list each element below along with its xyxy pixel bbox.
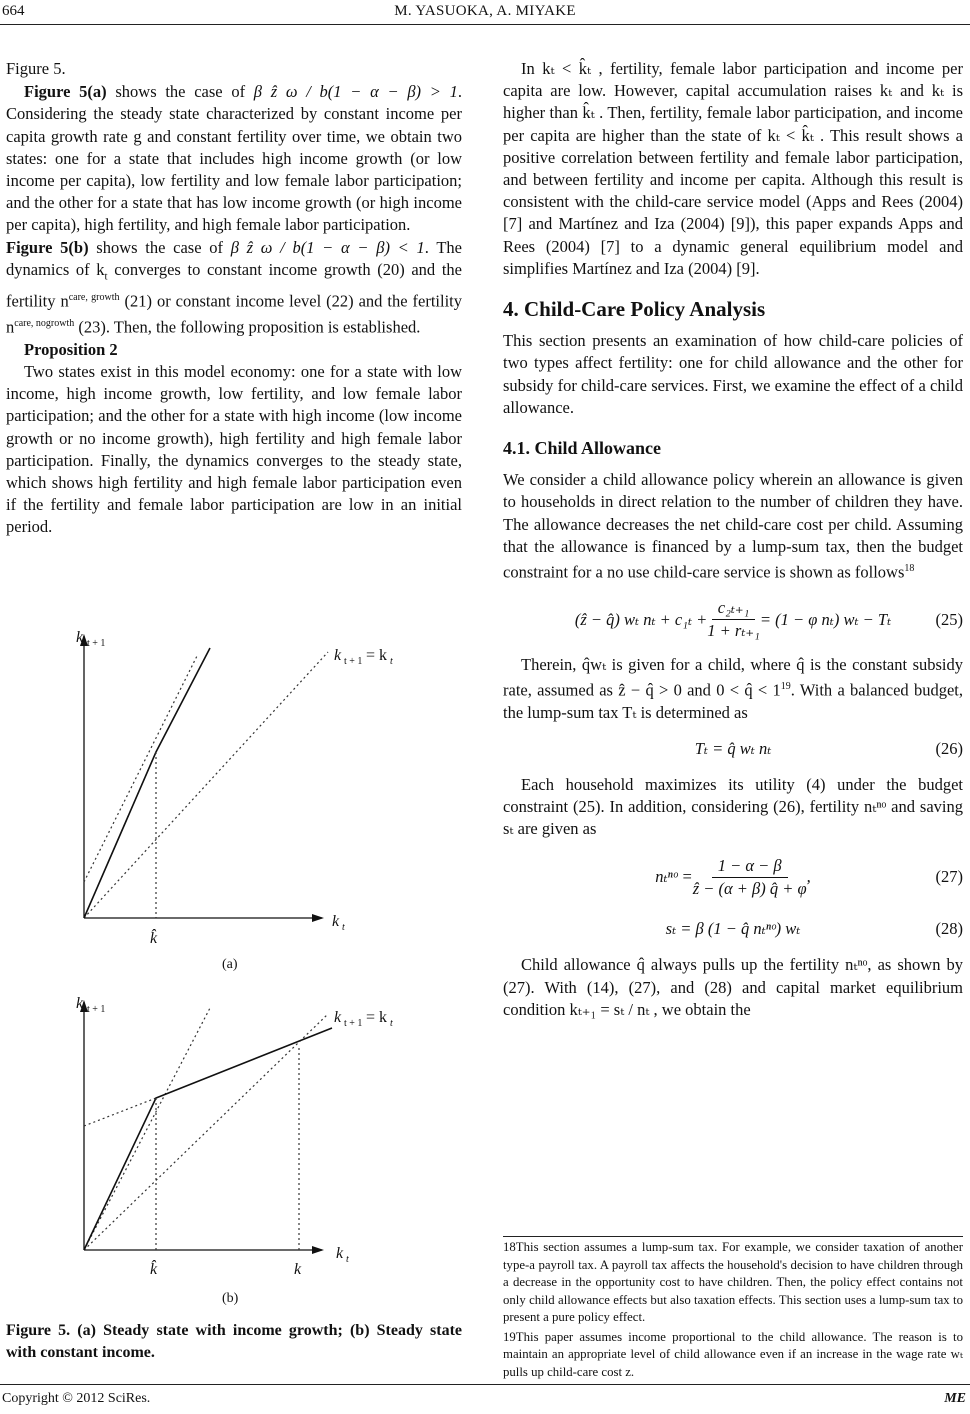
k-hat-label: k̂ xyxy=(150,1261,158,1278)
paragraph-child-allowance: Child allowance q̂ always pulls up the fertility nₜⁿᵒ, as shown by (27). With (14), (27), and (28) and capital market equilibrium condition kₜ₊₁ = sₜ / nₜ , we obtain the xyxy=(503,955,963,1019)
panel-label-b: (b) xyxy=(222,1291,239,1306)
k-label: k xyxy=(294,1261,302,1278)
equation-27: nₜⁿᵒ = $\frac{1 - \alpha - \beta}{\text{ẑ − (α + β) q̂ + φ}}$ , (27) xyxy=(655,855,963,898)
svg-text:t: t xyxy=(390,1018,393,1029)
x-axis-label: k xyxy=(332,913,340,930)
svg-text:t + 1: t + 1 xyxy=(87,1004,106,1015)
footnotes xyxy=(503,1239,963,1381)
figure-caption: Figure 5. (a) Steady state with income growth; (b) Steady state with constant income. xyxy=(6,1322,462,1361)
section-4-1-heading: 4.1. Child Allowance xyxy=(503,438,662,459)
proposition-text: Two states exist in this model economy: one for a state with low income, high income growth, low fertility, and low female labor participation; and the other for a state with high income (low income growth or no income growth), high fertility and high female labor participation. Finally, the dynamics converges to the steady state, which shows high fertility and high female labor participation even if the fertility and female labor participation are low in an initial period. xyxy=(6,361,462,537)
y-axis-label: k xyxy=(76,995,84,1012)
footnote-rule xyxy=(503,1236,963,1237)
section-4-text: This section presents an examination of how child-care policies of two types affect fertility: one for child allowance and the other for subsidy for child-care services. First, we examine the effect of a child allowance. xyxy=(503,331,963,417)
svg-text:t + 1: t + 1 xyxy=(344,656,363,667)
paragraph-fig5b: Figure 5(b) shows the case of β ẑ ω / b(1 − α − β) < 1. The dynamics of $k_t$ converges to constant income growth (20) and the fertility $n^{care, growth}$ (21) or constant income level (22) and the fertility $n^{care, nogrowth}$ (23). Then, the following proposition is established. xyxy=(6,237,463,337)
x-axis-label: k xyxy=(336,1245,344,1262)
x-axis-arrow xyxy=(312,914,324,922)
copyright: Copyright © 2012 SciRes. xyxy=(2,1391,151,1406)
journal-abbrev: ME xyxy=(944,1391,966,1406)
footnote-18: 18This section assumes a lump-sum tax. For example, we consider taxation of another type-a payroll tax. A payroll tax affects the household's decision to have children through a decrease in the opportunity cost to have children. Then, the policy effect contains not only child allowance effects but also taxation effects. This section uses a lump-sum tax to present a pure policy effect. xyxy=(503,1240,963,1324)
svg-text:t: t xyxy=(346,1254,349,1265)
figure-ref: Figure 5. xyxy=(6,59,66,78)
section-4-1-text: We consider a child allowance policy wherein an allowance is given to households in direct relation to the number of children they have. The allowance decreases the net child-care cost per child. Assuming that the allowance is financed by a lump-sum tax, then the budget constraint for a no use child-care service is shown as follows$^{18}$ xyxy=(503,470,963,582)
diagonal-label: k xyxy=(334,647,342,664)
condition-fig5a: β ẑ ω / b(1 − α − β) > 1 xyxy=(253,82,458,102)
header-rule xyxy=(0,24,970,25)
left-column xyxy=(6,58,462,539)
proposition-title: Proposition 2 xyxy=(24,339,118,359)
diagonal-line xyxy=(84,1014,328,1250)
dotted-line-steep xyxy=(84,1008,210,1250)
k-hat-label: k̂ xyxy=(150,930,158,947)
svg-text:= k: = k xyxy=(366,647,388,664)
diagonal-line xyxy=(84,652,328,918)
equation-26: Tₜ = q̂ wₜ nₜ (26) xyxy=(694,738,963,758)
dynamics-curve xyxy=(84,648,210,918)
page-number: 664 xyxy=(2,3,25,19)
figure-5b xyxy=(60,986,440,1318)
x-axis-arrow xyxy=(312,1246,324,1254)
paragraph-fig5a: Figure 5(a) shows the case of β ẑ ω / b(1 − α − β) > 1. Considering the steady state characterized by constant income per capita growth rate g and constant fertility over time, we obtain two states: one for a state that includes high income growth (or low income per capita), low fertility and low female labor participation; and the other for a state that has low income growth (or high income per capita), high fertility, and high female labor participation. xyxy=(6,82,462,235)
svg-text:t: t xyxy=(342,922,345,933)
svg-text:= k: = k xyxy=(366,1009,388,1026)
svg-text:t + 1: t + 1 xyxy=(344,1018,363,1029)
figure-5a xyxy=(60,620,440,980)
paragraph-therein: Therein, q̂wₜ is given for a child, where q̂ is the constant subsidy rate, assumed as ẑ − q̂ > 0 and 0 < q̂ < $1^{19}$. With a balanced budget, the lump-sum tax Tₜ is determined as xyxy=(503,654,963,722)
equation-25: (ẑ − q̂) wₜ nₜ + c₁ₜ + $\frac{\text{c₂ₜ₊₁}}{\text{1 + rₜ₊₁}}$ = (1 − φ nₜ) wₜ − Tₜ (25) xyxy=(574,598,963,641)
page-header xyxy=(0,0,970,26)
diagonal-label: k xyxy=(334,1009,342,1026)
y-axis-label: k xyxy=(76,629,84,646)
dotted-line-upper xyxy=(84,654,198,882)
paragraph-each-household: Each household maximizes its utility (4) under the budget constraint (25). In addition, considering (26), fertility nₜⁿᵒ and saving sₜ are given as xyxy=(503,774,963,839)
running-title: M. YASUOKA, A. MIYAKE xyxy=(394,3,576,19)
paragraph-correlation: In kₜ < k̂ₜ , fertility, female labor participation and income per capita are low. However, capital accumulation raises kₜ and kₜ is higher than k̂ₜ . Then, fertility, female labor participation, and income per capita are higher than the state of kₜ < k̂ₜ . This result shows a positive correlation between fertility and female labor participation, and between fertility and income per capita. Although this result is consistent with the child-care service model (Apps and Rees (2004) [7] and Martínez and Iza (2004) [9]), this paper expands Apps and Rees (2004) [7] to a dynamic general equilibrium model and simplifies Martínez and Iza (2004) [9]. xyxy=(503,59,963,278)
footnote-19: 19This paper assumes income proportional to the child allowance. The reason is to maintain an appropriate level of child allowance even if an increase in the wage rate wₜ pulls up child-care cost z. xyxy=(503,1329,963,1379)
panel-label-a: (a) xyxy=(222,957,238,972)
condition-fig5b: β ẑ ω / b(1 − α − β) < 1 xyxy=(230,237,425,257)
page-footer xyxy=(0,1384,970,1406)
section-4-heading: 4. Child-Care Policy Analysis xyxy=(503,297,766,322)
equation-28: sₜ = β (1 − q̂ nₜⁿᵒ) wₜ (28) xyxy=(665,919,963,939)
svg-text:t: t xyxy=(390,656,393,667)
right-column xyxy=(503,58,963,1021)
svg-text:t + 1: t + 1 xyxy=(87,638,106,649)
dynamics-curve xyxy=(84,1028,332,1250)
